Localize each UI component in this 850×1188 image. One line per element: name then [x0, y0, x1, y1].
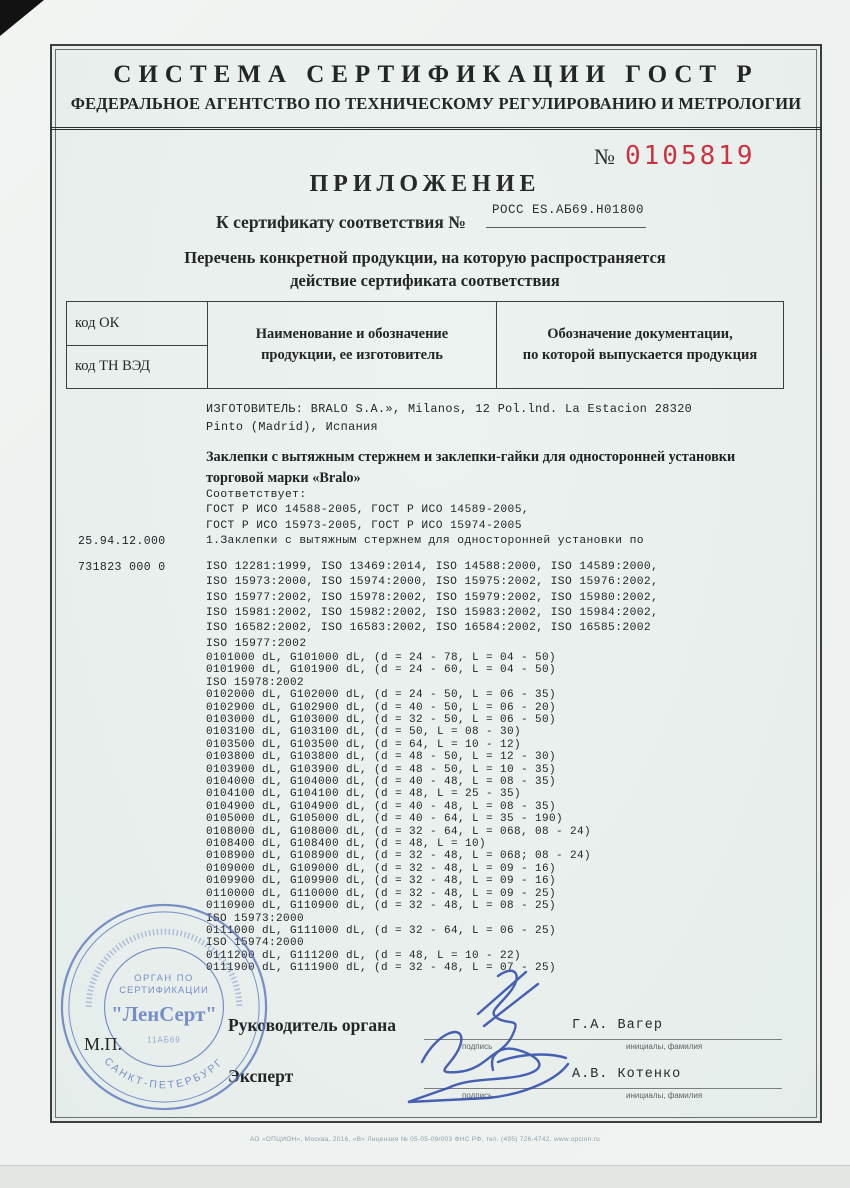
table-header-product-line1: Наименование и обозначение	[255, 326, 449, 342]
code-cell	[66, 788, 206, 800]
line-text: 0108400 dL, G108400 dL, (d = 48, L = 10)	[206, 838, 487, 851]
content-line	[66, 726, 796, 738]
svg-text:САНКТ-ПЕТЕРБУРГ	[102, 1056, 227, 1091]
line-text: 0103900 dL, G103900 dL, (d = 48 - 50, L = 10 - 35)	[206, 763, 557, 776]
cert-number-value: РОСС ES.АБ69.Н01800	[492, 203, 645, 217]
form-number-value: 0105819	[625, 141, 756, 171]
scan-corner-mark	[0, 0, 44, 36]
line-text: Pinto (Madrid), Испания	[206, 420, 379, 434]
line-text: 0104000 dL, G104000 dL, (d = 40 - 48, L = 08 - 35)	[206, 776, 557, 789]
code-cell	[66, 776, 206, 788]
line-text: 0108900 dL, G108900 dL, (d = 32 - 48, L = 068; 08 - 24)	[206, 850, 592, 863]
content-line	[66, 575, 796, 590]
head-signature-caption: подпись	[462, 1042, 493, 1051]
certification-body-stamp	[55, 898, 273, 1116]
content-line	[66, 714, 796, 726]
subtitle-line2: действие сертификата соответствия	[290, 271, 560, 290]
line-text: ISO 12281:1999, ISO 13469:2014, ISO 14588:2000, ISO 14589:2000,	[206, 561, 659, 574]
code-cell	[66, 519, 206, 534]
stamp-org-name: "ЛенСерт"	[111, 1002, 217, 1026]
line-text: 0101000 dL, G101000 dL, (d = 24 - 78, L = 04 - 50)	[206, 651, 557, 664]
content-line	[66, 591, 796, 606]
content-line	[66, 677, 796, 689]
code-cell	[66, 689, 206, 701]
products-table	[66, 301, 784, 389]
code-cell	[66, 488, 206, 503]
code-cell	[66, 652, 206, 664]
content-line	[66, 503, 796, 518]
line-text: 0101900 dL, G101900 dL, (d = 24 - 60, L = 04 - 50)	[206, 664, 557, 677]
head-name: Г.А. Вагер	[572, 1018, 664, 1033]
stamp-city-arc: САНКТ-ПЕТЕРБУРГ	[101, 1056, 227, 1092]
stamp-org-line1: ОРГАН ПО	[134, 972, 194, 984]
code-cell	[66, 606, 206, 621]
line-text: 0109900 dL, G109900 dL, (d = 32 - 48, L = 09 - 16)	[206, 875, 557, 888]
line-text: 0103500 dL, G103500 dL, (d = 64, L = 10 - 12)	[206, 738, 522, 751]
content-line	[66, 826, 796, 838]
content-line	[66, 519, 796, 534]
line-text: 0103100 dL, G103100 dL, (d = 50, L = 08 - 30)	[206, 726, 522, 739]
line-text: Заклепки с вытяжным стержнем и заклепки-гайки для односторонней установки	[206, 449, 736, 465]
line-text: ISO 15977:2002	[206, 637, 307, 650]
code-cell	[66, 677, 206, 689]
line-text: 0104100 dL, G104100 dL, (d = 48, L = 25 - 35)	[206, 788, 522, 801]
code-cell	[66, 801, 206, 813]
expert-name: А.В. Котенко	[572, 1067, 682, 1082]
cert-number-underline	[486, 227, 646, 228]
expert-name-caption: инициалы, фамилия	[626, 1091, 703, 1100]
content-line	[66, 850, 796, 862]
code-cell	[66, 714, 206, 726]
line-text: ISO 15981:2002, ISO 15982:2002, ISO 15983:2002, ISO 15984:2002,	[206, 607, 659, 620]
code-cell	[66, 591, 206, 606]
content-line	[66, 447, 796, 468]
expert-signature-caption: подпись	[462, 1091, 493, 1100]
content-line	[66, 400, 796, 418]
page-title: ПРИЛОЖЕНИЕ	[309, 171, 541, 197]
code-cell	[66, 739, 206, 751]
content-line	[66, 468, 796, 489]
content-line	[66, 739, 796, 751]
content-line	[66, 702, 796, 714]
code-cell	[66, 751, 206, 763]
line-text: Соответствует:	[206, 489, 307, 501]
subtitle	[0, 246, 850, 292]
content-line	[66, 776, 796, 788]
line-text: 0105000 dL, G105000 dL, (d = 40 - 64, L = 35 - 190)	[206, 813, 564, 826]
code-cell	[66, 400, 206, 418]
table-header-docs-line2: по которой выпускается продукция	[522, 347, 758, 363]
code-cell	[66, 468, 206, 489]
code-cell	[66, 637, 206, 652]
content-line	[66, 652, 796, 664]
agency-title: ФЕДЕРАЛЬНОЕ АГЕНТСТВО ПО ТЕХНИЧЕСКОМУ РЕГУЛИРОВАНИЮ И МЕТРОЛОГИИ	[70, 94, 802, 113]
code-cell	[66, 575, 206, 590]
line-text: 0104900 dL, G104900 dL, (d = 40 - 48, L = 08 - 35)	[206, 800, 557, 813]
line-text: 0102900 dL, G102900 dL, (d = 40 - 50, L = 06 - 20)	[206, 701, 557, 714]
code-cell	[66, 702, 206, 714]
content-line	[66, 801, 796, 813]
content-line	[66, 813, 796, 825]
line-text: торговой марки «Bralo»	[206, 469, 361, 486]
content-line	[66, 788, 796, 800]
line-text: 0109000 dL, G109000 dL, (d = 32 - 48, L = 09 - 16)	[206, 862, 557, 875]
content-line	[66, 488, 796, 503]
content-line	[66, 621, 796, 636]
stamp-ring-microtext	[89, 932, 240, 1007]
table-header-tnved-code: код ТН ВЭД	[75, 358, 151, 375]
code-cell	[66, 838, 206, 850]
line-text: ISO 16582:2002, ISO 16583:2002, ISO 16584:2002, ISO 16585:2002	[206, 622, 652, 635]
expert-label: Эксперт	[228, 1066, 294, 1086]
code-cell	[66, 447, 206, 468]
stamp-org-line2: СЕРТИФИКАЦИИ	[119, 984, 209, 996]
content-line	[66, 751, 796, 763]
cert-number-label: К сертификату соответствия №	[216, 212, 466, 232]
content-line	[66, 637, 796, 652]
line-text: ГОСТ Р ИСО 14588-2005, ГОСТ Р ИСО 14589-2005,	[206, 504, 530, 517]
line-text: ISO 15973:2000	[206, 912, 305, 925]
content-line	[66, 606, 796, 621]
table-col-codes	[67, 302, 208, 388]
printer-imprint: АО «ОПЦИОН», Москва, 2016, «В» Лицензия № 05-05-09/003 ФНС РФ, тел. (495) 726-4742, www.opcion.ru	[249, 1136, 601, 1143]
line-text: 0111900 dL, G111900 dL, (d = 32 - 48, L = 07 - 25)	[206, 962, 557, 975]
line-text: 0110000 dL, G110000 dL, (d = 32 - 48, L = 09 - 25)	[206, 887, 557, 900]
content-line	[66, 534, 796, 549]
content-line	[66, 863, 796, 875]
scan-edge	[0, 1165, 850, 1188]
table-header-product	[208, 302, 497, 388]
line-text: ISO 15977:2002, ISO 15978:2002, ISO 15979:2002, ISO 15980:2002,	[206, 591, 659, 604]
line-text: ГОСТ Р ИСО 15973-2005, ГОСТ Р ИСО 15974-2005	[206, 519, 522, 532]
mp-seal-placeholder: М.П.	[84, 1034, 123, 1054]
content-line	[66, 838, 796, 850]
code-cell: 25.94.12.000	[78, 534, 166, 548]
line-text: ISO 15974:2000	[206, 937, 305, 950]
table-header-docs	[497, 302, 783, 388]
line-text: 0103800 dL, G103800 dL, (d = 48 - 50, L = 12 - 30)	[206, 751, 557, 764]
code-cell	[66, 826, 206, 838]
line-text: 0111000 dL, G111000 dL, (d = 32 - 64, L = 06 - 25)	[206, 924, 557, 937]
code-cell	[66, 863, 206, 875]
content-line	[66, 560, 796, 575]
code-cell	[66, 418, 206, 436]
code-cell: 731823 000 0	[78, 561, 166, 575]
content-line	[66, 664, 796, 676]
certificate-header	[50, 44, 822, 130]
code-cell	[66, 764, 206, 776]
code-cell	[66, 503, 206, 518]
content-line	[66, 418, 796, 436]
line-text: 0111200 dL, G111200 dL, (d = 48, L = 10 - 22)	[206, 949, 522, 962]
handwritten-signatures	[398, 966, 618, 1108]
subtitle-line1: Перечень конкретной продукции, на которую распространяется	[184, 248, 666, 267]
line-text: 0108000 dL, G108000 dL, (d = 32 - 64, L = 068, 08 - 24)	[206, 825, 592, 838]
line-text: 0102000 dL, G102000 dL, (d = 24 - 50, L = 06 - 35)	[206, 689, 557, 702]
line-text: ISO 15978:2002	[206, 676, 305, 689]
code-cell	[66, 850, 206, 862]
table-header-ok-code: код ОК	[67, 302, 207, 346]
line-text: 0103000 dL, G103000 dL, (d = 32 - 50, L = 06 - 50)	[206, 714, 557, 726]
line-text: ИЗГОТОВИТЕЛЬ: BRALO S.A.», Milanos, 12 Pol.lnd. La Estacion 28320	[206, 402, 693, 416]
line-text: 1.Заклепки с вытяжным стержнем для односторонней установки по	[206, 534, 644, 547]
head-of-body-label: Руководитель органа	[228, 1015, 396, 1035]
table-header-docs-line1: Обозначение документации,	[547, 326, 733, 342]
content-line	[66, 875, 796, 887]
content-line	[66, 764, 796, 776]
content-line	[66, 689, 796, 701]
code-cell	[66, 726, 206, 738]
system-title: СИСТЕМА СЕРТИФИКАЦИИ ГОСТ Р	[113, 61, 759, 88]
form-number-label: №	[594, 144, 615, 169]
stamp-code: 11АБ69	[147, 1035, 181, 1045]
content-lines	[66, 400, 796, 975]
code-cell	[66, 875, 206, 887]
code-cell	[66, 621, 206, 636]
code-cell	[66, 813, 206, 825]
form-number	[594, 141, 756, 171]
head-name-caption: инициалы, фамилия	[626, 1042, 703, 1051]
code-cell	[66, 664, 206, 676]
line-text: 0110900 dL, G110900 dL, (d = 32 - 48, L = 08 - 25)	[206, 900, 557, 913]
line-text: ISO 15973:2000, ISO 15974:2000, ISO 15975:2002, ISO 15976:2002,	[206, 576, 659, 589]
table-header-product-line2: продукции, ее изготовитель	[261, 347, 443, 363]
